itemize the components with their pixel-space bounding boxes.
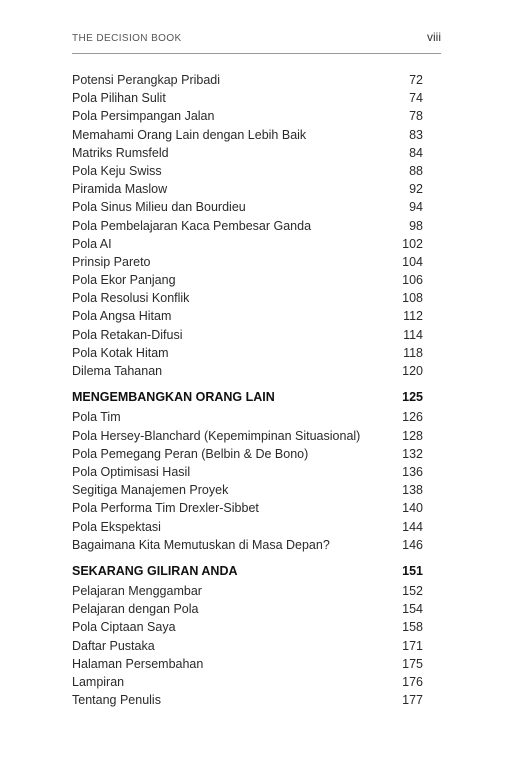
toc-entry-title: Dilema Tahanan (72, 364, 163, 378)
toc-entry (72, 326, 423, 344)
toc-entry-title: Pola Ekspektasi (72, 519, 161, 534)
toc-entry (72, 427, 423, 445)
toc-entry (72, 536, 423, 554)
toc-entry (72, 89, 423, 107)
toc-entry-page: 106 (402, 273, 423, 288)
toc-entry-page: 138 (402, 483, 423, 498)
toc-entry-page: 74 (409, 91, 423, 106)
toc-entry (72, 180, 423, 198)
toc-entry (72, 673, 423, 691)
toc-entry-page: 177 (402, 693, 423, 708)
toc-entry-page: 154 (402, 602, 423, 617)
page-number: viii (427, 30, 441, 44)
toc-entry (72, 126, 423, 144)
toc-entry-title: Pola Pilihan Sulit (72, 91, 166, 106)
toc-entry (72, 655, 423, 673)
toc-entry-title: Matriks Rumsfeld (72, 145, 169, 160)
toc-entry (72, 445, 423, 463)
toc-entry-page: 83 (409, 127, 423, 142)
toc-entry-title: Pola Retakan-Difusi (72, 327, 183, 342)
toc-entry (72, 618, 423, 636)
toc-entry-title: Potensi Perangkap Pribadi (72, 73, 221, 87)
toc-entry (72, 408, 423, 426)
toc-entry-page: 171 (402, 638, 423, 653)
toc-entry-title: Segitiga Manajemen Proyek (72, 483, 229, 498)
toc-entry-title: Pola Optimisasi Hasil (72, 464, 191, 479)
toc-entry-title: Pola Tim (72, 410, 121, 425)
toc-entry-page: 126 (402, 410, 423, 425)
toc-entry-page: 136 (402, 464, 423, 479)
toc-entry-title: Pola Keju Swiss (72, 163, 162, 178)
toc-entry-title: Pola Angsa Hitam (72, 309, 172, 324)
toc-entry-title: Pola Resolusi Konflik (72, 291, 190, 306)
toc-entry-title: Pelajaran dengan Pola (72, 602, 199, 617)
toc-entry-page: 114 (403, 327, 423, 342)
toc-entry-title: Daftar Pustaka (72, 638, 155, 653)
toc-entry-title: Pelajaran Menggambar (72, 584, 202, 599)
toc-entry-page: 78 (409, 109, 423, 124)
toc-entry-page: 92 (409, 182, 423, 197)
toc-entry-page: 175 (402, 656, 423, 671)
toc-entry (72, 253, 423, 271)
toc-entry-title: Prinsip Pareto (72, 254, 151, 269)
toc-entry (72, 162, 423, 180)
toc-section-heading (72, 388, 423, 406)
toc-entry-title: Lampiran (72, 675, 125, 689)
toc-entry-title: Pola Sinus Milieu dan Bourdieu (72, 200, 246, 215)
toc-entry-page: 112 (403, 309, 423, 324)
toc-entry-page: 104 (402, 254, 423, 269)
table-of-contents (72, 71, 423, 709)
toc-entry-title: Tentang Penulis (72, 693, 161, 708)
toc-entry (72, 289, 423, 307)
toc-entry-title: Piramida Maslow (72, 182, 168, 197)
toc-entry (72, 481, 423, 499)
toc-entry-title: Memahami Orang Lain dengan Lebih Baik (72, 127, 307, 142)
toc-entry-page: 151 (402, 563, 423, 578)
toc-entry-page: 118 (403, 345, 423, 360)
toc-entry-title: Halaman Persembahan (72, 656, 204, 671)
toc-entry-title: Pola Pemegang Peran (Belbin & De Bono) (72, 446, 309, 461)
toc-entry-title: MENGEMBANGKAN ORANG LAIN (72, 390, 275, 405)
toc-entry-page: 158 (402, 620, 423, 635)
toc-entry-page: 88 (409, 163, 423, 178)
toc-entry-title: Pola Kotak Hitam (72, 345, 169, 360)
toc-entry (72, 600, 423, 618)
page-header (72, 30, 441, 48)
toc-entry (72, 217, 423, 235)
toc-entry-page: 128 (402, 428, 423, 443)
toc-entry-page: 72 (409, 73, 423, 87)
toc-entry-page: 94 (409, 200, 423, 215)
toc-entry-title: Pola Persimpangan Jalan (72, 109, 215, 124)
header-rule (72, 53, 441, 54)
toc-entry-title: Pola Performa Tim Drexler-Sibbet (72, 501, 259, 516)
toc-entry-page: 120 (402, 364, 423, 378)
toc-entry (72, 518, 423, 536)
toc-entry-title: SEKARANG GILIRAN ANDA (72, 563, 238, 578)
toc-entry (72, 271, 423, 289)
toc-entry (72, 463, 423, 481)
toc-entry-page: 108 (402, 291, 423, 306)
toc-entry-page: 176 (402, 675, 423, 689)
toc-entry (72, 344, 423, 362)
toc-entry-page: 132 (402, 446, 423, 461)
running-title: THE DECISION BOOK (72, 33, 182, 44)
toc-section-heading (72, 562, 423, 580)
toc-entry-page: 84 (409, 145, 423, 160)
toc-entry-title: Pola Hersey-Blanchard (Kepemimpinan Situasional) (72, 428, 361, 443)
toc-entry-title: Bagaimana Kita Memutuskan di Masa Depan? (72, 537, 330, 552)
toc-entry (72, 637, 423, 655)
toc-entry-page: 98 (409, 218, 423, 233)
toc-entry (72, 107, 423, 125)
toc-entry-title: Pola AI (72, 236, 112, 251)
toc-entry (72, 198, 423, 216)
toc-entry-page: 144 (402, 519, 423, 534)
toc-entry-page: 152 (402, 584, 423, 599)
toc-entry (72, 71, 423, 89)
toc-entry-title: Pola Ciptaan Saya (72, 620, 176, 635)
toc-entry-title: Pola Pembelajaran Kaca Pembesar Ganda (72, 218, 312, 233)
toc-entry (72, 582, 423, 600)
toc-entry-page: 125 (402, 390, 423, 405)
toc-entry-title: Pola Ekor Panjang (72, 273, 176, 288)
toc-entry-page: 102 (402, 236, 423, 251)
toc-entry (72, 307, 423, 325)
toc-entry (72, 144, 423, 162)
toc-entry-page: 146 (402, 537, 423, 552)
toc-entry (72, 499, 423, 517)
toc-entry (72, 362, 423, 380)
toc-entry (72, 691, 423, 709)
toc-entry (72, 235, 423, 253)
toc-entry-page: 140 (402, 501, 423, 516)
